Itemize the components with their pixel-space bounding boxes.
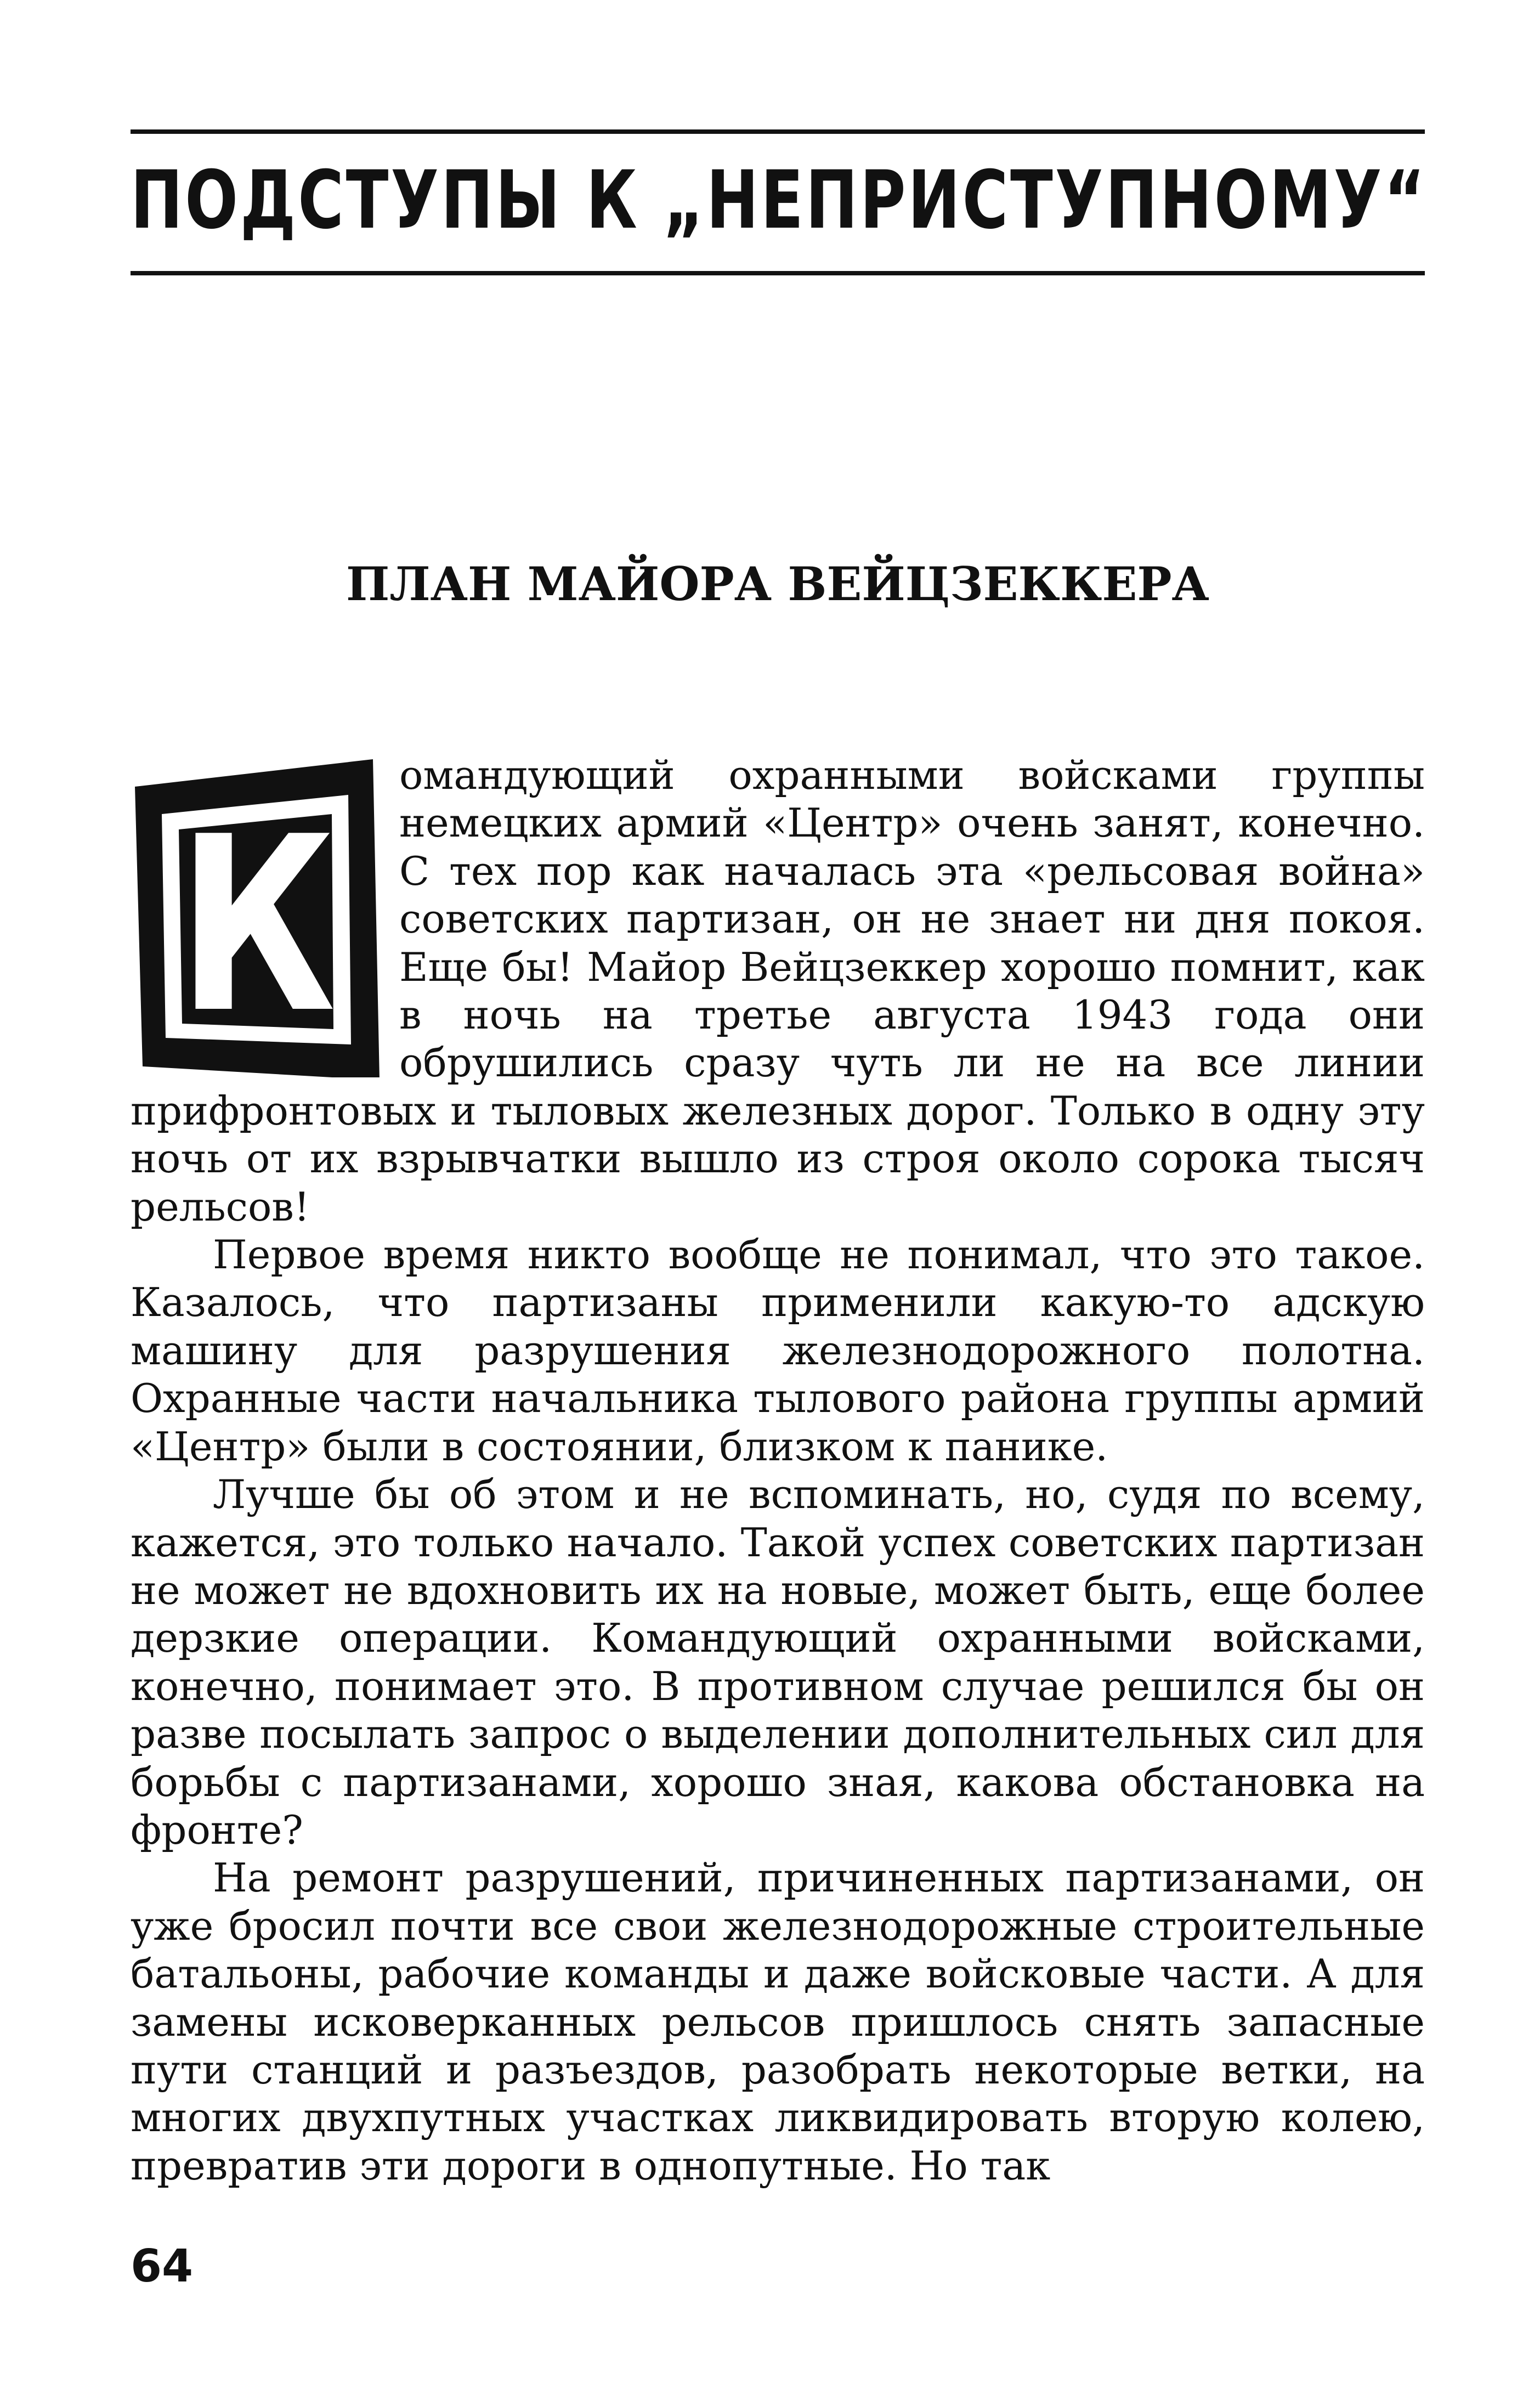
paragraph-2: Первое время никто вообще не понимал, что это такое. Казалось, что партизаны применили какую-то адскую машину для разрушения железнодорожного полотна. Охранные части начальника тылового района группы армий «Центр» были в состоянии, близком к панике.	[131, 1232, 1425, 1470]
title-bottom-rule	[131, 271, 1425, 275]
paragraph-3: Лучше бы об этом и не вспоминать, но, судя по всему, кажется, это только начало. Такой успех советских партизан не может не вдохновить их на новые, может быть, еще более дерзкие операции. Командующий охранными войсками, конечно, понимает это. В противном случае решился бы он разве посылать запрос о выделении дополнительных сил для борьбы с партизанами, хорошо зная, какова обстановка на фронте?	[131, 1471, 1425, 1853]
body-text	[131, 752, 1425, 2190]
paragraph-4: На ремонт разрушений, причиненных партизанами, он уже бросил почти все свои железнодорожные строительные батальоны, рабочие команды и даже войсковые части. А для замены исковерканных рельсов пришлось снять запасные пути станций и разъездов, разобрать некоторые ветки, на многих двухпутных участках ликвидировать вторую колею, превратив эти дороги в однопутные. Но так	[131, 1855, 1425, 2189]
drop-cap-letter: К	[178, 784, 336, 1066]
title-top-rule	[131, 129, 1425, 134]
drop-cap-frame	[132, 759, 384, 1077]
section-title: ПЛАН МАЙОРА ВЕЙЦЗЕККЕРА	[346, 557, 1209, 611]
paragraph-1: омандующий охранными войсками группы немецких армий «Центр» очень занят, конечно. С тех пор как началась эта «рельсовая война» советских партизан, он не знает ни дня покоя. Еще бы! Майор Вейцзеккер хорошо помнит, как в ночь на третье августа 1943 года они обрушились сразу чуть ли не на все линии прифронтовых и тыловых железных дорог. Только в одну эту ночь от их взрывчатки вышло из строя около сорока тысяч рельсов!	[131, 752, 1425, 1230]
chapter-title: ПОДСТУПЫ К „НЕПРИСТУПНОМУ“	[131, 154, 1428, 247]
page-number: 64	[131, 2240, 194, 2292]
drop-cap-initial	[131, 752, 399, 1083]
